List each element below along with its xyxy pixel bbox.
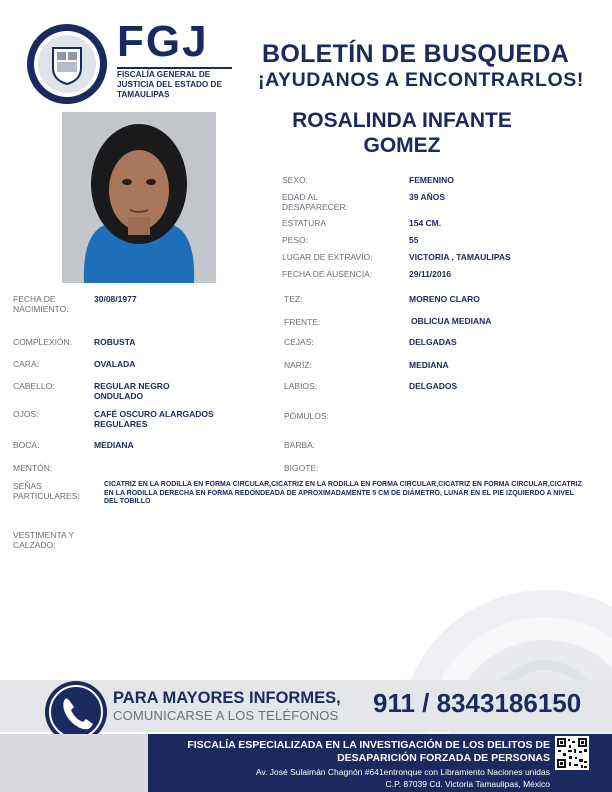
detail-value: DELGADAS — [409, 337, 457, 347]
detail-value: REGULAR NEGRO ONDULADO — [94, 381, 170, 401]
detail-label: FECHA DE NACIMIENTO: — [13, 294, 69, 314]
detail-value: CAFÉ OSCURO ALARGADOS REGULARES — [94, 409, 214, 429]
vestimenta-label: VESTIMENTA Y CALZADO: — [13, 530, 74, 550]
detail-label: FECHA DE AUSENCIA: — [282, 269, 373, 279]
agency-line-2: DESAPARICIÓN FORZADA DE PERSONAS — [337, 752, 550, 764]
detail-value: MEDIANA — [409, 360, 449, 370]
qr-code-icon — [555, 736, 589, 770]
detail-value: MORENO CLARO — [409, 294, 480, 304]
detail-label: BOCA: — [13, 440, 40, 450]
contact-line-2: COMUNICARSE A LOS TELÉFONOS — [113, 708, 339, 723]
detail-label: FRENTE: — [284, 317, 321, 327]
detail-label: EDAD AL DESAPARECER: — [282, 192, 348, 212]
detail-value: MEDIANA — [94, 440, 134, 450]
contact-line-1: PARA MAYORES INFORMES, — [113, 689, 341, 707]
person-name: ROSALINDA INFANTE GOMEZ — [292, 109, 512, 157]
footer-left-strip — [0, 734, 148, 792]
detail-label: LUGAR DE EXTRAVÍO: — [282, 252, 373, 262]
detail-value: OVALADA — [94, 359, 136, 369]
person-photo-image — [62, 112, 216, 283]
detail-label: NARÍZ: — [284, 360, 312, 370]
detail-value: 30/08/1977 — [94, 294, 137, 304]
detail-value: 154 CM. — [409, 218, 442, 228]
detail-label: ESTATURA — [282, 218, 327, 228]
detail-label: CARA: — [13, 359, 39, 369]
senas-value: CICATRIZ EN LA RODILLA EN FORMA CIRCULAR,CICATRIZ EN LA RODILLA EN FORMA CIRCULAR,CICATRIZ EN FORMA CIRCULAR,CICATRIZ EN LA RODILLA DERECHA EN FORMA REDONDEADA DE APROXIMADAMENTE 5 CM DE DIÁMETRO, LUNAR EN EL PIE IZQUIERDO A NIVEL DEL TOBILLO — [104, 481, 582, 505]
detail-label: TEZ: — [284, 294, 303, 304]
person-photo — [62, 112, 216, 283]
logo-divider — [117, 67, 232, 69]
bulletin-title: BOLETÍN DE BUSQUEDA — [262, 40, 570, 68]
detail-value: VICTORIA , TAMAULIPAS — [409, 252, 511, 262]
detail-value: DELGADOS — [409, 381, 458, 391]
address-line-1: Av. José Sulaimán Chagnón #641entronque con Libramiento Naciones unidas — [255, 767, 550, 777]
detail-label: BARBA: — [284, 440, 316, 450]
state-seal-icon — [25, 22, 109, 106]
address-line-2: C.P. 87039 Cd. Victoria Tamaulipas, México — [385, 779, 550, 789]
detail-label: CEJAS: — [284, 337, 314, 347]
detail-label: SEXO: — [282, 175, 308, 185]
contact-phone: 911 / 8343186150 — [373, 688, 582, 718]
detail-value: 55 — [409, 235, 419, 245]
logo-subtitle: FISCALÍA GENERAL DE JUSTICIA DEL ESTADO DE TAMAULIPAS — [117, 70, 222, 99]
detail-label: MENTÓN: — [13, 463, 53, 473]
detail-value: OBLICUA MEDIANA — [411, 316, 492, 326]
detail-label: COMPLEXIÓN: — [13, 337, 73, 347]
detail-value: FEMENINO — [409, 175, 454, 185]
agency-line-1: FISCALÍA ESPECIALIZADA EN LA INVESTIGACIÓN DE LOS DELITOS DE — [187, 739, 550, 751]
detail-label: PÓMULOS: — [284, 411, 329, 421]
detail-label: LABIOS: — [284, 381, 318, 391]
logo-acronym: FGJ — [117, 17, 209, 66]
detail-label: CABELLO: — [13, 381, 55, 391]
detail-label: OJOS: — [13, 409, 39, 419]
detail-value: ROBUSTA — [94, 337, 136, 347]
detail-value: 29/11/2016 — [409, 269, 452, 279]
detail-label: BIGOTE: — [284, 463, 319, 473]
bulletin-subtitle: ¡AYUDANOS A ENCONTRARLOS! — [258, 69, 584, 91]
senas-label: SEÑAS PARTICULARES: — [13, 481, 80, 501]
detail-value: 39 AÑOS — [409, 192, 446, 202]
detail-label: PESO: — [282, 235, 308, 245]
